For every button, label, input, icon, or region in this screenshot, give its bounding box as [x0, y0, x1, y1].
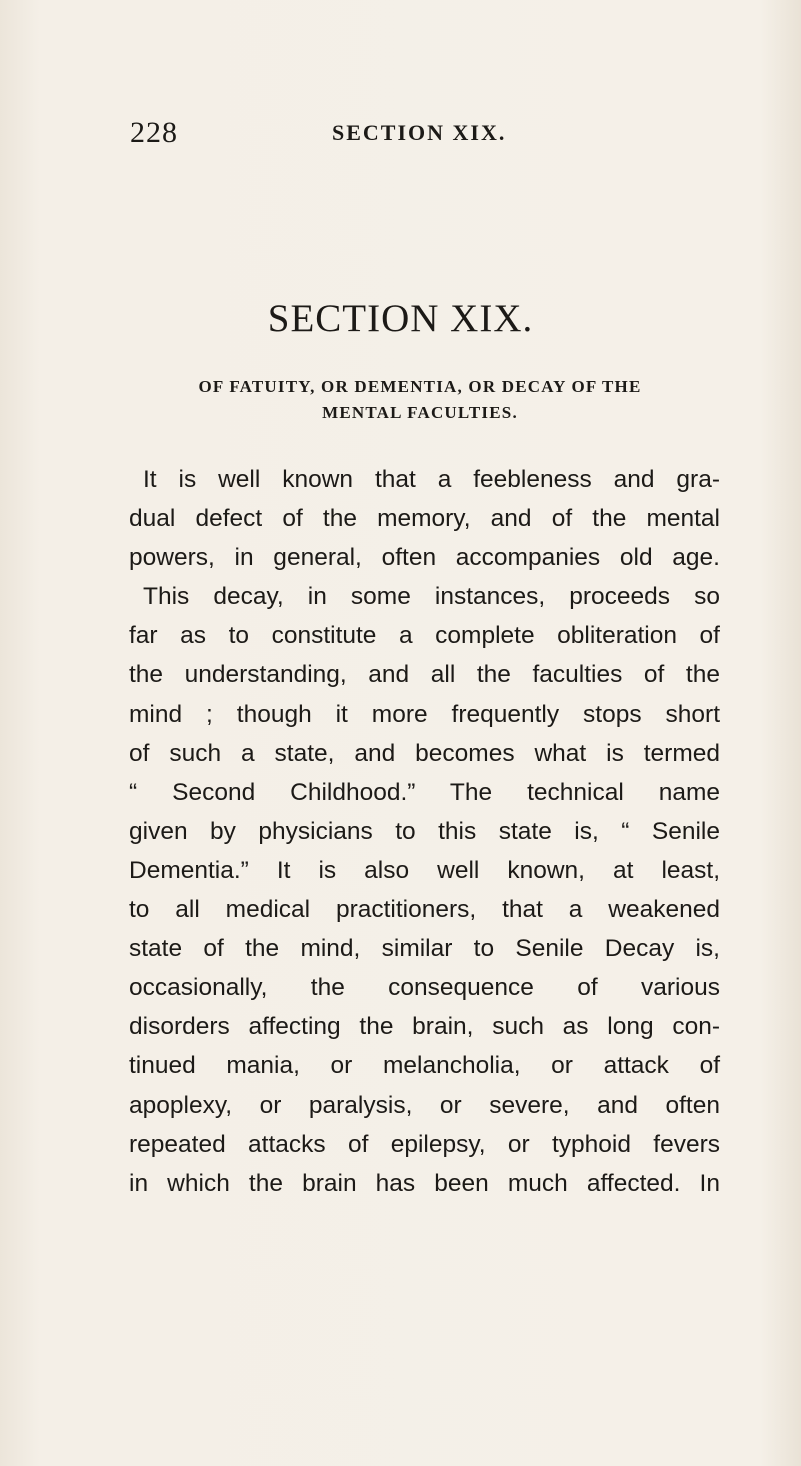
text-line: in which the brain has been much affected. In	[129, 1169, 720, 1197]
text-line: tinued mania, or melancholia, or attack of	[129, 1052, 720, 1080]
text-line: state of the mind, similar to Senile Decay is,	[129, 935, 720, 963]
subtitle-line-1: OF FATUITY, OR DEMENTIA, OR DECAY OF THE	[198, 377, 642, 396]
text-line: of such a state, and becomes what is termed	[129, 739, 720, 767]
text-line: the understanding, and all the faculties of the	[129, 661, 720, 689]
text-line: far as to constitute a complete obliteration of	[129, 622, 720, 650]
text-line: This decay, in some instances, proceeds so	[143, 583, 720, 611]
text-line: given by physicians to this state is, “ Senile	[129, 817, 720, 845]
section-heading: SECTION XIX.	[267, 297, 534, 340]
page-number: 228	[130, 116, 178, 149]
body-paragraph	[129, 460, 720, 1203]
text-line: repeated attacks of epilepsy, or typhoid fevers	[129, 1130, 720, 1158]
text-line: apoplexy, or paralysis, or severe, and often	[129, 1091, 720, 1119]
subtitle-line-2: MENTAL FACULTIES.	[322, 403, 518, 422]
running-head	[130, 116, 690, 149]
text-line: mind ; though it more frequently stops short	[129, 700, 720, 728]
running-title: SECTION XIX.	[332, 120, 507, 145]
text-line: disorders affecting the brain, such as long con-	[129, 1013, 720, 1041]
text-line: powers, in general, often accompanies old age.	[129, 544, 720, 572]
text-line: occasionally, the consequence of various	[129, 974, 720, 1002]
section-subtitle	[120, 374, 720, 426]
text-line: Dementia.” It is also well known, at least,	[129, 856, 720, 884]
text-line: “ Second Childhood.” The technical name	[129, 778, 720, 806]
text-line: It is well known that a feebleness and gra-	[143, 466, 720, 493]
text-line: dual defect of the memory, and of the mental	[129, 505, 720, 533]
text-line: to all medical practitioners, that a weakened	[129, 896, 720, 924]
